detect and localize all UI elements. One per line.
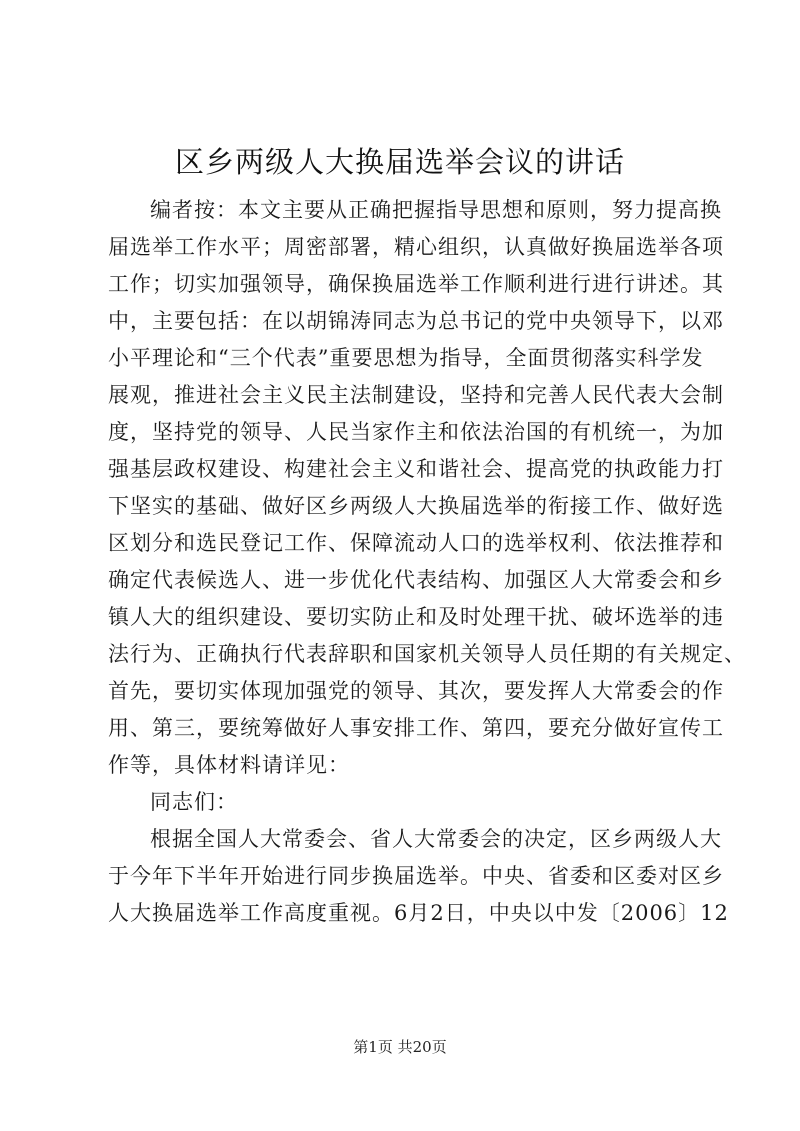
body-line: 强基层政权建设、构建社会主义和谐社会、提高党的执政能力打: [108, 457, 724, 481]
page-number-footer: 第1页 共20页: [353, 1038, 447, 1056]
body-line: 小平理论和“三个代表”重要思想为指导，全面贯彻落实科学发: [108, 346, 704, 370]
body-line: 用、第三，要统筹做好人事安排工作、第四，要充分做好宣传工: [108, 716, 724, 740]
body-line: 首先，要切实体现加强党的领导、其次，要发挥人大常委会的作: [108, 679, 724, 703]
body-line: 编者按：本文主要从正确把握指导思想和原则，努力提高换: [150, 198, 722, 222]
salutation-line: 同志们：: [150, 790, 238, 814]
body-line: 人大换届选举工作高度重视。6月2日，中央以中发〔2006〕12: [108, 901, 729, 925]
body-line: 下坚实的基础、做好区乡两级人大换届选举的衔接工作、做好选: [108, 494, 724, 518]
document-body: [108, 192, 746, 932]
body-line: 展观，推进社会主义民主法制建设，坚持和完善人民代表大会制: [108, 383, 724, 407]
body-line: 确定代表候选人、进一步优化代表结构、加强区人大常委会和乡: [108, 568, 724, 592]
body-line: 工作；切实加强领导，确保换届选举工作顺利进行进行讲述。其: [108, 272, 724, 296]
body-line: 中，主要包括：在以胡锦涛同志为总书记的党中央领导下，以邓: [108, 309, 724, 333]
body-line: 根据全国人大常委会、省人大常委会的决定，区乡两级人大: [150, 827, 722, 851]
body-line: 度，坚持党的领导、人民当家作主和依法治国的有机统一，为加: [108, 420, 724, 444]
body-line: 届选举工作水平；周密部署，精心组织，认真做好换届选举各项: [108, 235, 724, 259]
body-line: 作等，具体材料请详见：: [108, 753, 350, 777]
body-line: 区划分和选民登记工作、保障流动人口的选举权利、依法推荐和: [108, 531, 724, 555]
body-line: 法行为、正确执行代表辞职和国家机关领导人员任期的有关规定、: [108, 642, 746, 666]
body-line: 镇人大的组织建设、要切实防止和及时处理干扰、破坏选举的违: [108, 605, 724, 629]
body-line: 于今年下半年开始进行同步换届选举。中央、省委和区委对区乡: [108, 864, 724, 888]
document-title: 区乡两级人大换届选举会议的讲话: [174, 145, 625, 179]
